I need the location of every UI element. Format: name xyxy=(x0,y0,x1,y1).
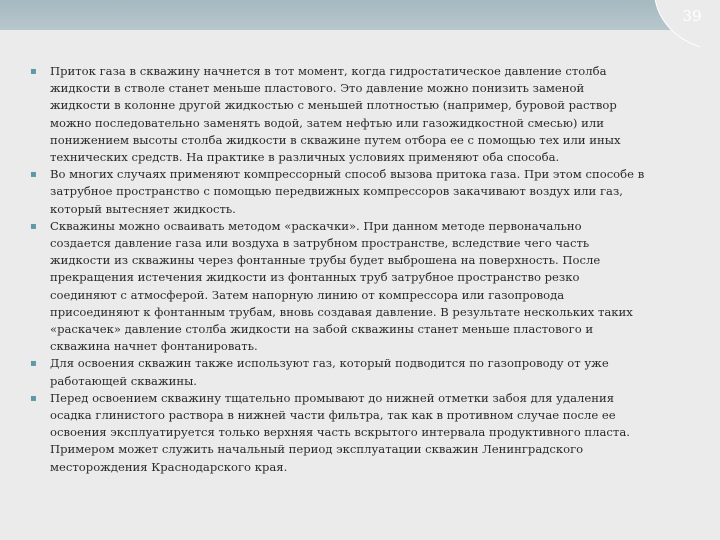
bullet-text-line: понижением высоты столба жидкости в скважине путем отбора ее с помощью тех или иных xyxy=(50,132,621,147)
bullet-text-line: который вытесняет жидкость. xyxy=(50,201,236,216)
bullet-item xyxy=(30,63,664,166)
bullet-dot-icon: ▪ xyxy=(30,358,37,370)
bullet-item xyxy=(30,390,664,476)
bullet-text-line: Скважины можно осваивать методом «раскачки». При данном методе первоначально xyxy=(50,218,582,233)
bullet-text-line: создается давление газа или воздуха в затрубном пространстве, вследствие чего часть xyxy=(50,236,590,251)
bullet-text-line: месторождения Краснодарского края. xyxy=(50,459,288,474)
bullet-text-line: можно последовательно заменять водой, затем нефтью или газожидкостной смесью) или xyxy=(50,115,604,130)
bullet-text-line: Во многих случаях применяют компрессорный способ вызова притока газа. При этом способе в xyxy=(50,167,645,182)
bullet-text-line: скважина начнет фонтанировать. xyxy=(50,339,258,354)
bullet-text-line: Для освоения скважин также используют газ, который подводится по газопроводу от уже xyxy=(50,356,609,371)
bullet-item xyxy=(30,218,664,356)
bullet-text-line: Примером может служить начальный период эксплуатации скважин Ленинградского xyxy=(50,442,584,457)
bullet-text-line: жидкости в стволе станет меньше пластового. Это давление можно понизить заменой xyxy=(50,81,585,96)
bullet-text-line: затрубное пространство с помощью передвижных компрессоров закачивают воздух или газ, xyxy=(50,184,623,199)
bullet-text-line: «раскачек» давление столба жидкости на забой скважины станет меньше пластового и xyxy=(50,322,594,337)
bullet-text-line: работающей скважины. xyxy=(50,373,197,388)
bullet-text-line: освоения эксплуатируется только верхняя часть вскрытого интервала продуктивного пласта. xyxy=(50,425,630,440)
bullet-text-line: Приток газа в скважину начнется в тот момент, когда гидростатическое давление столба xyxy=(50,64,607,78)
bullet-text-line: осадка глинистого раствора в нижней части фильтра, так как в противном случае после ее xyxy=(50,408,616,423)
bullet-text-line: присоединяют к фонтанным трубам, вновь создавая давление. В результате нескольких таких xyxy=(50,304,633,319)
bullet-dot-icon: ▪ xyxy=(30,392,37,404)
bullet-text-line: Перед освоением скважину тщательно промывают до нижней отметки забоя для удаления xyxy=(50,390,615,405)
bullet-text-line: жидкости в колонне другой жидкостью с меньшей плотностью (например, буровой раствор xyxy=(50,98,617,113)
right-margin xyxy=(700,0,720,540)
bullet-list xyxy=(30,63,664,476)
bullet-dot-icon: ▪ xyxy=(30,169,37,181)
bullet-dot-icon: ▪ xyxy=(30,66,37,77)
bullet-item xyxy=(30,355,664,389)
bullet-text-line: прекращения истечения жидкости из фонтанных труб затрубное пространство резко xyxy=(50,270,580,285)
page-number: 39 xyxy=(682,7,702,25)
bullet-dot-icon: ▪ xyxy=(30,220,37,232)
bullet-text-line: технических средств. На практике в различных условиях применяют оба способа. xyxy=(50,150,560,165)
bullet-text-line: жидкости из скважины через фонтанные трубы будет выброшена на поверхность. После xyxy=(50,253,601,268)
header-band xyxy=(0,0,700,30)
bullet-item xyxy=(30,166,664,218)
bullet-text-line: соединяют с атмосферой. Затем напорную линию от компрессора или газопровода xyxy=(50,287,565,302)
